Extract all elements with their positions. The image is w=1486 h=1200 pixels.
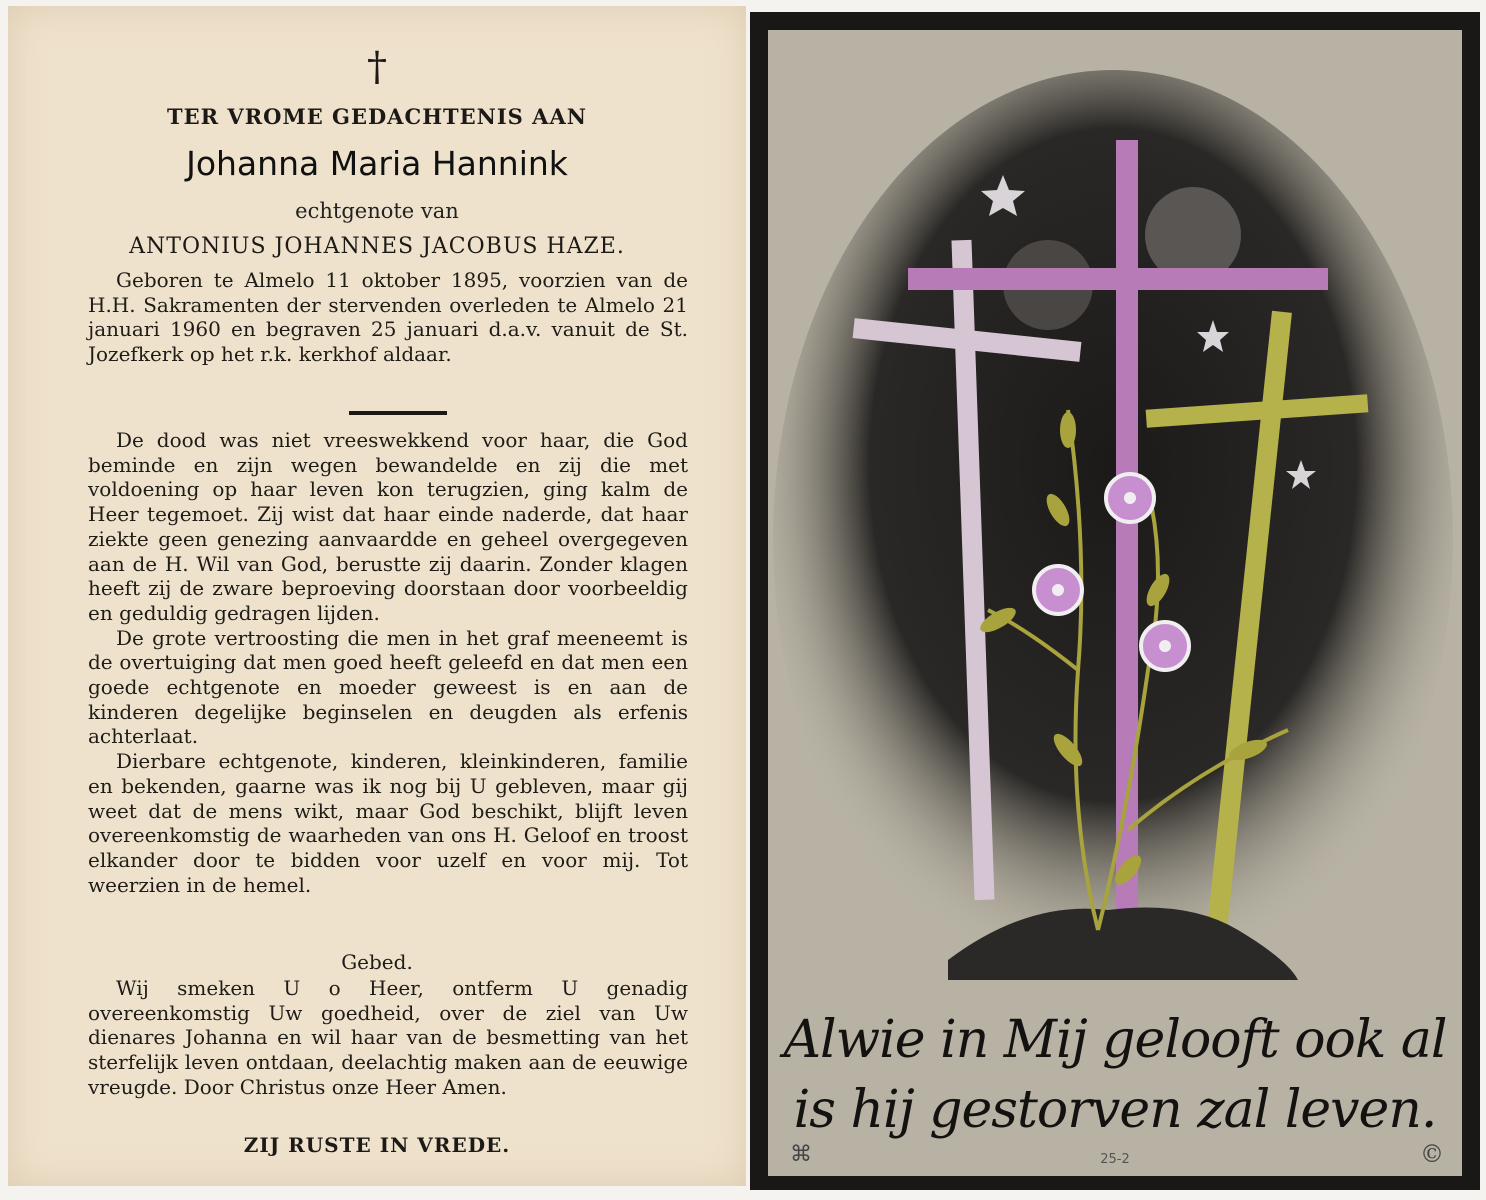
verse-line-1: Alwie in Mij gelooft ook al — [783, 1010, 1447, 1070]
memorial-text — [88, 428, 688, 897]
deceased-name: Johanna Maria Hannink — [186, 144, 568, 183]
paragraph-2: De grote vertroosting die men in het graf meeneemt is de overtuiging dat men goed heeft geleefd en dat men een goede echtgenote en moeder geweest is en aan de kinderen degelijke beginselen en deugden als erfenis achterlaat. — [88, 625, 688, 749]
memorial-card-text-side — [8, 6, 746, 1186]
prayer — [88, 976, 688, 1100]
card-heading: TER VROME GEDACHTENIS AAN — [167, 104, 587, 129]
print-code: 25-2 — [1100, 1152, 1130, 1167]
memorial-card-image-side — [750, 12, 1480, 1190]
monogram-icon: ⌘ — [790, 1142, 812, 1167]
prayer-title: Gebed. — [341, 950, 413, 974]
biography — [88, 268, 688, 367]
paragraph-1: De dood was niet vreeswekkend voor haar, die God beminde en zijn wegen bewandelde en zij die met voldoening op haar leven kon terugzien, ging kalm de Heer tegemoet. Zij wist dat haar einde naderde, dat haar ziekte geen genezing aanvaardde en geheel overgegeven aan de H. Wil van God, berustte zij daarin. Zonder klagen heeft zij de zware beproeving doorstaan door voorbeeldig en geduldig gedragen lijden. — [88, 428, 688, 625]
spouse-name: ANTONIUS JOHANNES JACOBUS HAZE. — [129, 234, 625, 259]
verse-line-2: is hij gestorven zal leven. — [793, 1080, 1437, 1140]
closing-line: ZIJ RUSTE IN VREDE. — [243, 1133, 511, 1157]
cross-symbol: † — [367, 44, 387, 90]
spouse-label: echtgenote van — [295, 199, 459, 223]
paragraph-3: Dierbare echtgenote, kinderen, kleinkinderen, familie en bekenden, gaarne was ik nog bij U gebleven, maar gij weet dat de mens wikt, maar God beschikt, blijft leven overeenkomstig de waarheden van ons H. Geloof en troost elkander door te bidden voor uzelf en voor mij. Tot weerzien in de hemel. — [88, 749, 688, 897]
publisher-mark-icon: © — [1420, 1140, 1444, 1168]
divider-line — [349, 411, 447, 415]
biography-text: Geboren te Almelo 11 oktober 1895, voorzien van de H.H. Sakramenten der stervenden overleden te Almelo 21 januari 1960 en begraven 25 januari d.a.v. vanuit de St. Jozefkerk op het r.k. kerkhof aldaar. — [88, 268, 688, 367]
three-crosses-illustration — [768, 30, 1462, 1176]
prayer-text: Wij smeken U o Heer, ontferm U genadig overeenkomstig Uw goedheid, over de ziel van Uw dienares Johanna en wil haar van de besmetting van het sterfelijk leven ontdaan, deelachtig maken aan de eeuwige vreugde. Door Christus onze Heer Amen. — [88, 976, 688, 1099]
illustration-frame — [768, 30, 1462, 1176]
